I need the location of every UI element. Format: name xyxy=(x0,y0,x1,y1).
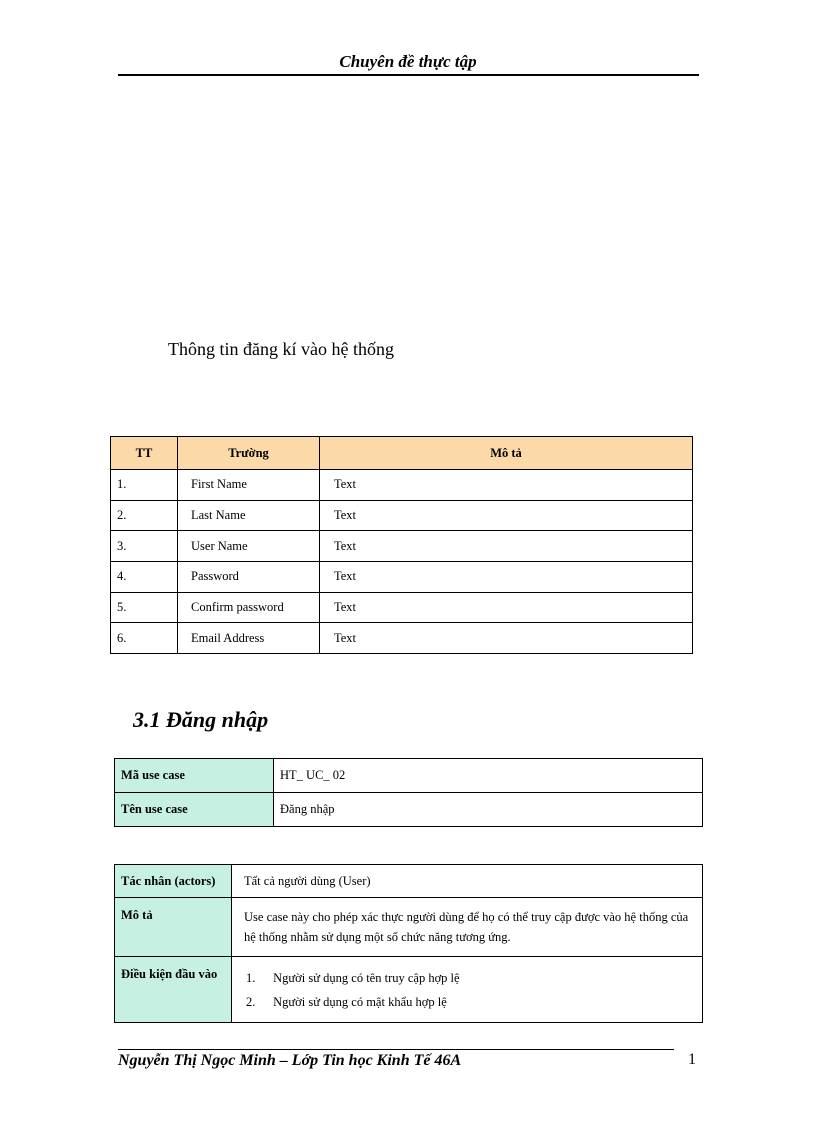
table-row xyxy=(115,793,703,827)
field-name: First Name xyxy=(178,470,320,501)
row-number: 5. xyxy=(111,592,178,623)
field-name: User Name xyxy=(178,531,320,562)
field-name: Last Name xyxy=(178,500,320,531)
table-row xyxy=(115,865,703,898)
actor-label: Tác nhân (actors) xyxy=(115,865,232,898)
field-description: Text xyxy=(320,470,693,501)
column-header-description: Mô tả xyxy=(320,437,693,470)
list-item-text: Người sử dụng có mật khẩu hợp lệ xyxy=(273,994,447,1009)
list-item-number: 1. xyxy=(246,970,256,985)
list-item-text: Người sử dụng có tên truy cập hợp lệ xyxy=(273,970,460,985)
section-caption: Thông tin đăng kí vào hệ thống xyxy=(168,339,394,359)
list-item-number: 2. xyxy=(246,994,256,1009)
column-header-field: Trường xyxy=(178,437,320,470)
column-header-tt: TT xyxy=(111,437,178,470)
precondition-list xyxy=(244,966,690,1014)
page-number: 1 xyxy=(688,1051,696,1068)
registration-fields-table xyxy=(110,436,693,654)
description-label: Mô tả xyxy=(115,898,232,957)
field-name: Confirm password xyxy=(178,592,320,623)
field-description: Text xyxy=(320,623,693,654)
row-number: 3. xyxy=(111,531,178,562)
table-row xyxy=(115,957,703,1023)
precondition-label: Điều kiện đầu vào xyxy=(115,957,232,1023)
table-row xyxy=(111,531,693,562)
table-row xyxy=(111,470,693,501)
list-item xyxy=(244,966,690,990)
row-number: 4. xyxy=(111,562,178,593)
field-description: Text xyxy=(320,562,693,593)
header-divider xyxy=(118,74,699,76)
table-row xyxy=(115,898,703,957)
footer-divider xyxy=(118,1049,674,1050)
field-description: Text xyxy=(320,592,693,623)
table-row xyxy=(111,623,693,654)
row-number: 1. xyxy=(111,470,178,501)
row-number: 6. xyxy=(111,623,178,654)
field-name: Email Address xyxy=(178,623,320,654)
use-case-name-value: Đăng nhập xyxy=(274,793,703,827)
use-case-details-table xyxy=(114,864,703,1023)
section-heading-login: 3.1 Đăng nhập xyxy=(133,707,269,732)
table-row xyxy=(111,592,693,623)
use-case-code-value: HT_ UC_ 02 xyxy=(274,759,703,793)
table-row xyxy=(115,759,703,793)
field-description: Text xyxy=(320,500,693,531)
actor-value: Tất cả người dùng (User) xyxy=(232,865,703,898)
table-row xyxy=(111,500,693,531)
page-header-title: Chuyên đề thực tập xyxy=(339,52,477,71)
use-case-code-label: Mã use case xyxy=(115,759,274,793)
table-header-row xyxy=(111,437,693,470)
precondition-cell xyxy=(232,957,703,1023)
list-item xyxy=(244,990,690,1014)
use-case-name-label: Tên use case xyxy=(115,793,274,827)
field-name: Password xyxy=(178,562,320,593)
footer-author: Nguyễn Thị Ngọc Minh – Lớp Tin học Kinh Tế 46A xyxy=(118,1052,462,1069)
row-number: 2. xyxy=(111,500,178,531)
field-description: Text xyxy=(320,531,693,562)
table-row xyxy=(111,562,693,593)
description-value: Use case này cho phép xác thực người dùng để họ có thể truy cập được vào hệ thống của hệ thống nhằm sử dụng một số chức năng tương ứng. xyxy=(232,898,703,957)
use-case-id-table xyxy=(114,758,703,827)
